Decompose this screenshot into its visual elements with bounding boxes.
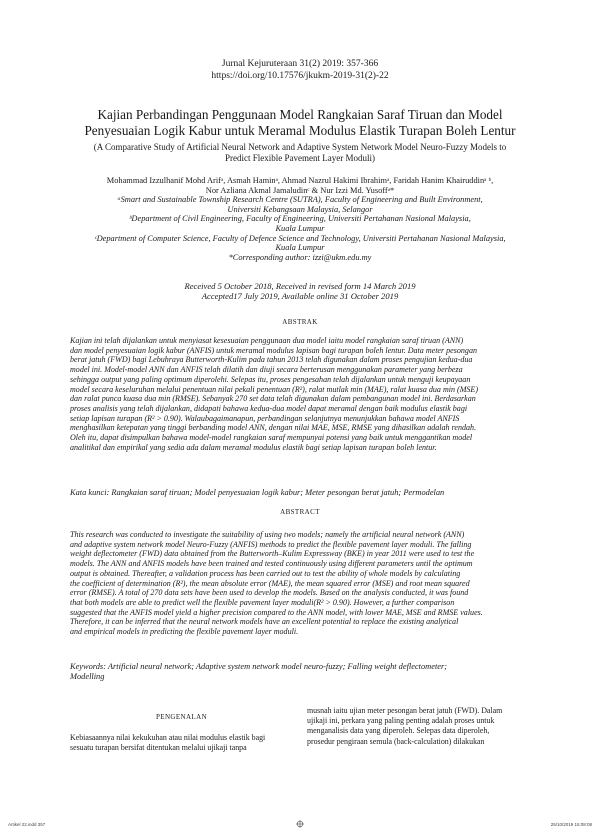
abstrak-body xyxy=(70,336,532,453)
abstrak-line: berat jatuh (FWD) bagi Lebuhraya Butterworth-Kulim pada tahun 2013 telah digunakan dalam proses pengujian kedua-dua xyxy=(70,355,473,365)
abstract-line: output is obtained. Thereafter, a validation process has been carried out to test the ability of whole models by calculating xyxy=(70,568,461,578)
abstract-line: and empirical models in predicting the flexible pavement layer moduli. xyxy=(70,627,299,637)
body-line: ujikaji ini, perkara yang paling penting adalah proses untuk xyxy=(307,716,495,726)
abstrak-line: menghasilkan ketepatan yang tinggi berbanding model ANN, dengan nilai MAE, MSE, RMSE yang dihasilkan adalah rendah. xyxy=(70,423,477,433)
author-block xyxy=(60,176,540,262)
affiliation: Universiti Kebangsaan Malaysia, Selangor xyxy=(227,204,373,214)
registration-mark-icon xyxy=(296,820,304,828)
body-left-column xyxy=(70,733,293,753)
abstrak-line: setiap lapisan turapan (R² > 0.90). Walaubagaimanapun, perbandingan selanjutnya menunjukkan bahawa model ANFIS xyxy=(70,413,460,423)
title-line: Kajian Perbandingan Penggunaan Model Rangkaian Saraf Tiruan dan Model xyxy=(97,107,503,122)
abstrak-line: proses analisis yang telah dijalankan, didapati bahawa kedua-dua model dapat meramal dengan baik modulus elastik bagi xyxy=(70,404,468,414)
abstrak-line: Oleh itu, dapat disimpulkan bahawa model-model rangkaian saraf mempunyai potensi yang baik untuk menggantikan model xyxy=(70,433,473,443)
accepted-line: Accepted17 July 2019, Available online 31 October 2019 xyxy=(201,291,399,301)
affiliation: ᵃSmart and Sustainable Township Research Centre (SUTRA), Faculty of Engineering and Built Environment, xyxy=(117,195,483,205)
abstrak-heading: ABSTRAK xyxy=(282,318,318,326)
article-title xyxy=(60,107,540,138)
title-line: Penyesuaian Logik Kabur untuk Meramal Modulus Elastik Turapan Boleh Lentur xyxy=(84,122,516,138)
doi-link[interactable]: https://doi.org/10.17576/jkukm-2019-31(2)-22 xyxy=(211,71,389,81)
affiliation: ᵇDepartment of Civil Engineering, Faculty of Engineering, Universiti Pertahanan Nasional Malaysia, xyxy=(129,214,471,224)
abstrak-line: model ini. Model-model ANN dan ANFIS telah dilatih dan diuji secara berterusan menggunakan parameter yang berbeza xyxy=(70,365,463,375)
print-slug-filename: Artikel 22.indd 357 xyxy=(8,822,46,827)
affiliation: ᶜDepartment of Computer Science, Faculty of Defence Science and Technology, Universiti Pertahanan Nasional Malaysia, xyxy=(94,233,506,243)
pengenalan-heading: PENGENALAN xyxy=(155,713,208,721)
abstract-line: error (RMSE). A total of 270 data sets have been used to develop the models. Based on the analysis conducted, it was found xyxy=(70,588,469,598)
article-dates xyxy=(60,281,540,301)
affiliation: Kuala Lumpur xyxy=(275,223,325,233)
body-line: musnah iaitu ujian meter pesongan berat jatuh (FWD). Dalam xyxy=(307,706,503,715)
kata-kunci: Kata kunci: Rangkaian saraf tiruan; Model penyesuaian logik kabur; Meter pesongan berat jatuh; Permodelan xyxy=(70,488,445,497)
abstrak-line: analitikal dan empirikal yang sedia ada dalam meramal modulus elastik bagi setiap lapisan turapan boleh lentur. xyxy=(70,442,437,452)
abstract-line: and adaptive system network model Neuro-Fuzzy (ANFIS) methods to predict the flexible pavement layer moduli. The falling xyxy=(70,539,472,549)
affiliation: Kuala Lumpur xyxy=(275,243,325,253)
keywords-line: Keywords: Artificial neural network; Adaptive system network model neuro-fuzzy; Falling weight deflectometer; xyxy=(70,662,448,671)
journal-reference xyxy=(0,58,600,82)
print-slug-timestamp: 25/10/2019 15:08:08 xyxy=(550,822,592,827)
abstract-line: This research was conducted to investigate the suitability of using two models; namely the artificial neural network (ANN) xyxy=(70,530,465,539)
abstract-heading: ABSTRACT xyxy=(280,508,320,516)
abstract-line: the coefficient of determination (R²), the mean absolute error (MAE), the mean squared error (MSE) and root mean squared xyxy=(70,578,470,588)
abstract-line: suggested that the ANFIS model yield a higher precision compared to the ANN model, with lower MAE, MSE and RMSE values. xyxy=(70,607,483,617)
subtitle-line: Predict Flexible Pavement Layer Moduli) xyxy=(225,153,375,163)
received-line: Received 5 October 2018, Received in revised form 14 March 2019 xyxy=(184,281,416,291)
abstract-line: that both models are able to predict well the flexible pavement layer moduli(R² > 0.90). However, a further comparison xyxy=(70,598,455,608)
keywords xyxy=(70,662,532,682)
article-subtitle xyxy=(60,142,540,164)
corresponding-author: *Corresponding author: izzi@ukm.edu.my xyxy=(228,252,372,262)
journal-citation: Jurnal Kejuruteraan 31(2) 2019: 357-366 xyxy=(221,59,379,69)
author-names: Mohammad Izzulhanif Mohd Arifᵃ, Asmah Haminᵃ, Ahmad Nazrul Hakimi Ibrahimᵃ, Faridah Hanim Khairuddinᵃ ᵇ, xyxy=(106,176,494,185)
body-line: menganalisis data yang diperoleh. Selepas data diperoleh, xyxy=(307,726,490,736)
abstrak-line: dan ralat punca kuasa dua min (RMSE). Sebanyak 270 set data telah digunakan dalam pembangunan model ini. Berdasarkan xyxy=(70,394,476,404)
abstract-body xyxy=(70,530,532,637)
abstrak-line: sehingga output yang paling optimum diperolehi. Selepas itu, proses pengesahan telah dijalankan untuk menguji keupayaan xyxy=(70,374,471,384)
abstract-line: Therefore, it can be inferred that the neural network models have an excellent potential to replace the existing analytical xyxy=(70,617,459,627)
body-line: Kebiasaannya nilai kekukuhan atau nilai modulus elastik bagi xyxy=(70,733,266,742)
body-line: sesuatu turapan bersifat ditentukan melalui ujikaji tanpa xyxy=(70,743,247,752)
keywords-line: Modelling xyxy=(70,672,105,681)
body-right-column xyxy=(307,706,532,747)
subtitle-line: (A Comparative Study of Artificial Neural Network and Adaptive System Network Model Neuro-Fuzzy Models to xyxy=(93,142,507,152)
author-names: Nor Azliana Akmal Jamaludinᶜ & Nur Izzi Md. Yusoffᵃ* xyxy=(205,185,395,195)
abstract-line: models. The ANN and ANFIS models have been trained and tested continuously using different parameters until the optimum xyxy=(70,559,473,569)
abstrak-line: dan model penyesuaian logik kabur (ANFIS) untuk meramal modulus lapisan bagi turapan boleh lentur. Data meter pesongan xyxy=(70,345,477,355)
body-line: prosedur pengiraan semula (back-calculation) dilakukan xyxy=(307,736,485,746)
abstrak-line: model secara keseluruhan melalui penentuan nilai pekali penentuan (R²), ralat mutlak min (MAE), ralat kuasa dua min (MSE) xyxy=(70,384,479,394)
abstrak-line: Kajian ini telah dijalankan untuk menyiasat kesesuaian penggunaan dua model iaitu model rangkaian saraf tiruan (ANN) xyxy=(70,336,464,345)
abstract-line: weight deflectometer (FWD) data obtained from the Butterworth–Kulim Expressway (BKE) in year 2011 were used to test the xyxy=(70,549,475,559)
